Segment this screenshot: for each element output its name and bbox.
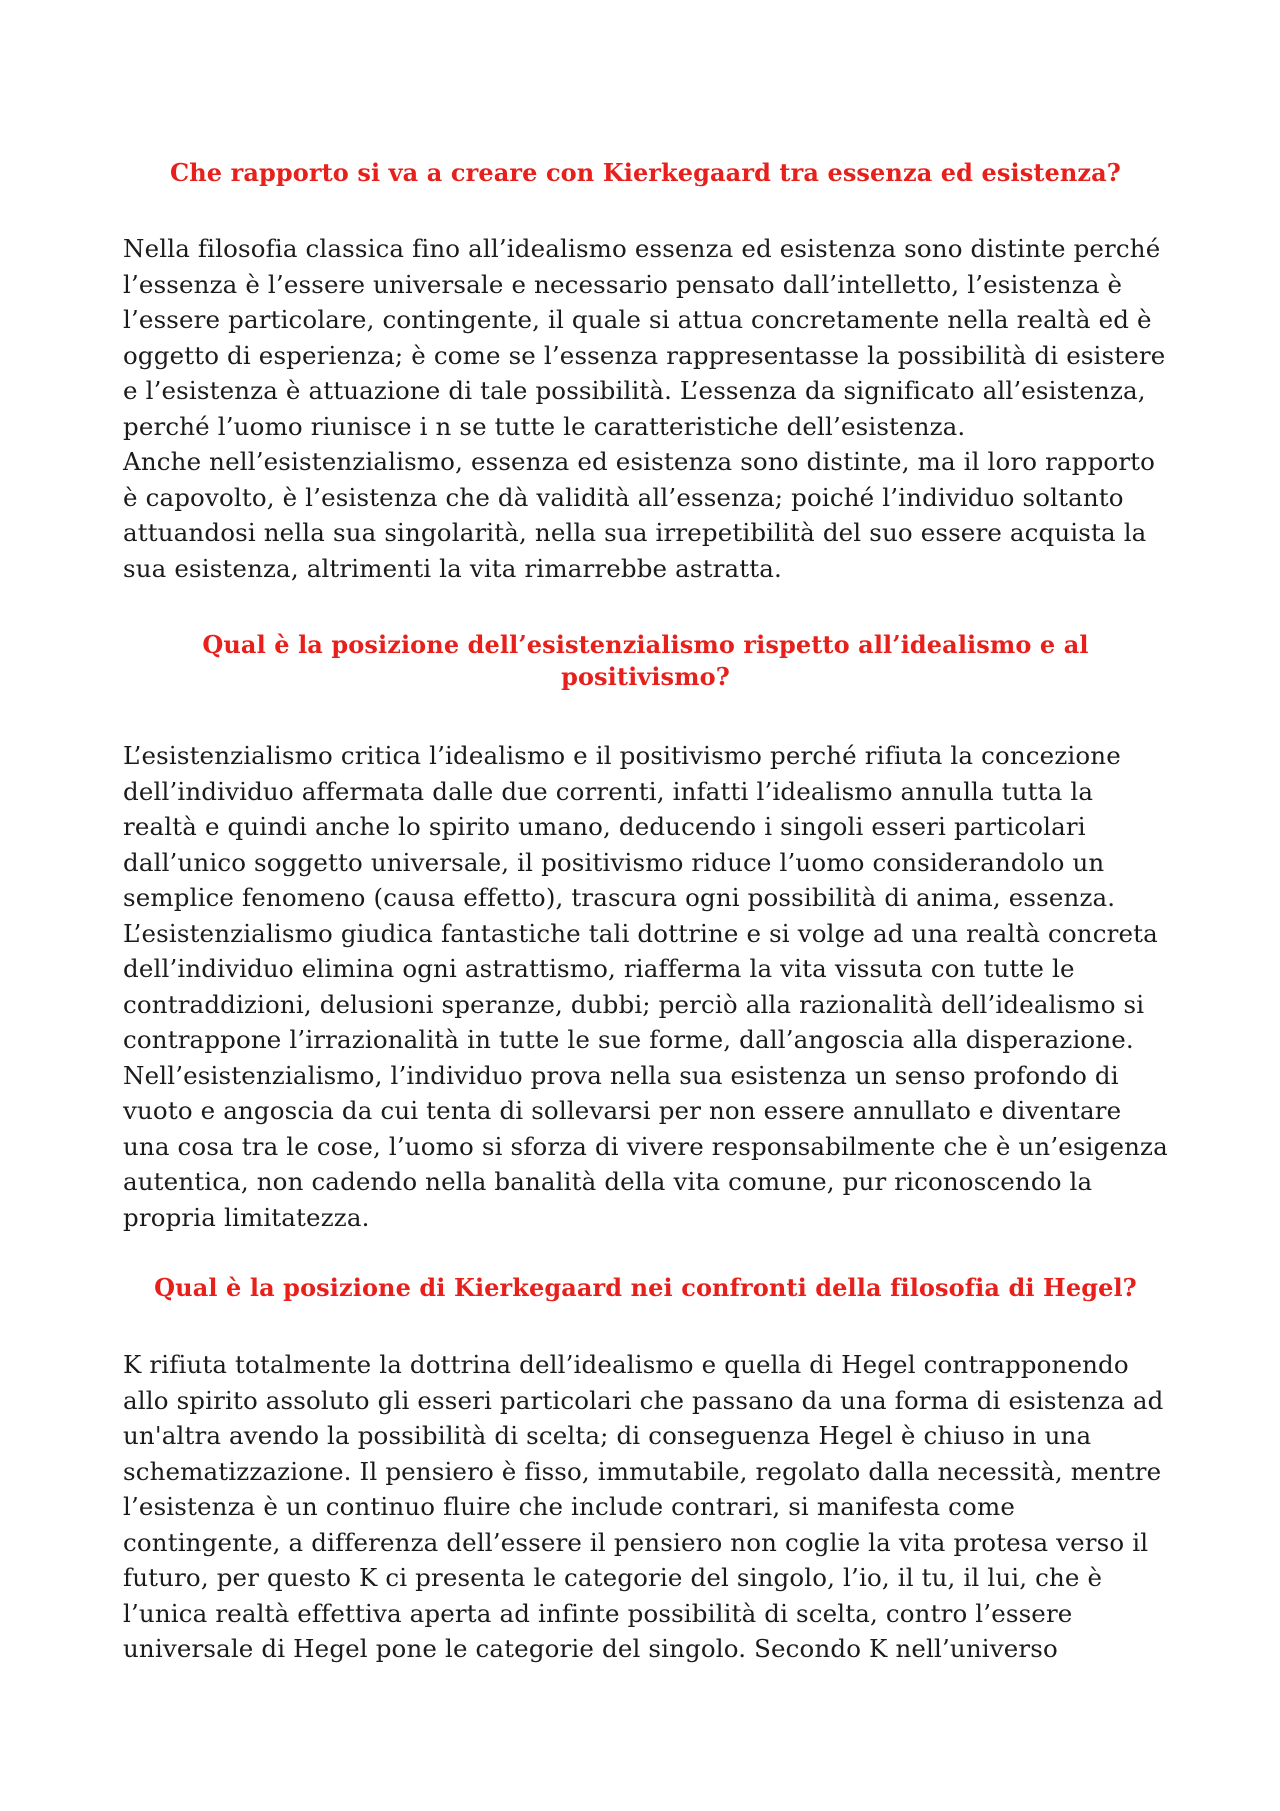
answer-paragraph: K rifiuta totalmente la dottrina dell’idealismo e quella di Hegel contrapponendo allo spirito assoluto gli esseri particolari che passano da una forma di esistenza ad un'altra avendo la possibilità di scelta; di conseguenza Hegel è chiuso in una schematizzazione. Il pensiero è fisso, immutabile, regolato dalla necessità, mentre l’esistenza è un continuo fluire che include contrari, si manifesta come contingente, a differenza dell’essere il pensiero non coglie la vita protesa verso il futuro, per questo K ci presenta le categorie del singolo, l’io, il tu, il lui, che è l’unica realtà effettiva aperta ad infinte possibilità di scelta, contro l’essere universale di Hegel pone le categorie del singolo. Secondo K nell’universo [123, 1350, 1164, 1663]
answer-block [123, 738, 1168, 1235]
document-body [123, 157, 1168, 1667]
answer-paragraph: L’esistenzialismo critica l’idealismo e il positivismo perché rifiuta la concezione dell’individuo affermata dalle due correnti, infatti l’idealismo annulla tutta la realtà e quindi anche lo spirito umano, deducendo i singoli esseri particolari dall’unico soggetto universale, il positivismo riduce l’uomo considerandolo un semplice fenomeno (causa effetto), trascura ogni possibilità di anima, essenza. L’esistenzialismo giudica fantastiche tali dottrine e si volge ad una realtà concreta dell’individuo elimina ogni astrattismo, riafferma la vita vissuta con tutte le contraddizioni, delusioni speranze, dubbi; perciò alla razionalità dell’idealismo si contrappone l’irrazionalità in tutte le sue forme, dall’angoscia alla disperazione. [123, 741, 1158, 1054]
question-heading: Che rapporto si va a creare con Kierkegaard tra essenza ed esistenza? [170, 158, 1121, 187]
answer-block [123, 231, 1168, 586]
answer-paragraph: Nell’esistenzialismo, l’individuo prova nella sua esistenza un senso profondo di vuoto e angoscia da cui tenta di sollevarsi per non essere annullato e diventare una cosa tra le cose, l’uomo si sforza di vivere responsabilmente che è un’esigenza autentica, non cadendo nella banalità della vita comune, pur riconoscendo la propria limitatezza. [123, 1060, 1168, 1232]
answer-block [123, 1347, 1168, 1667]
question-heading: Qual è la posizione dell’esistenzialismo rispetto all’idealismo e al positivismo? [202, 630, 1089, 691]
question-heading: Qual è la posizione di Kierkegaard nei confronti della filosofia di Hegel? [154, 1273, 1137, 1302]
answer-paragraph: Nella filosofia classica fino all’idealismo essenza ed esistenza sono distinte perché l’essenza è l’essere universale e necessario pensato dall’intelletto, l’esistenza è l’essere particolare, contingente, il quale si attua concretamente nella realtà ed è oggetto di esperienza; è come se l’essenza rappresentasse la possibilità di esistere e l’esistenza è attuazione di tale possibilità. L’essenza da significato all’esistenza, perché l’uomo riunisce i n se tutte le caratteristiche dell’esistenza. [123, 234, 1166, 441]
answer-paragraph: Anche nell’esistenzialismo, essenza ed esistenza sono distinte, ma il loro rapporto è capovolto, è l’esistenza che dà validità all’essenza; poiché l’individuo soltanto attuandosi nella sua singolarità, nella sua irrepetibilità del suo essere acquista la sua esistenza, altrimenti la vita rimarrebbe astratta. [123, 447, 1156, 583]
